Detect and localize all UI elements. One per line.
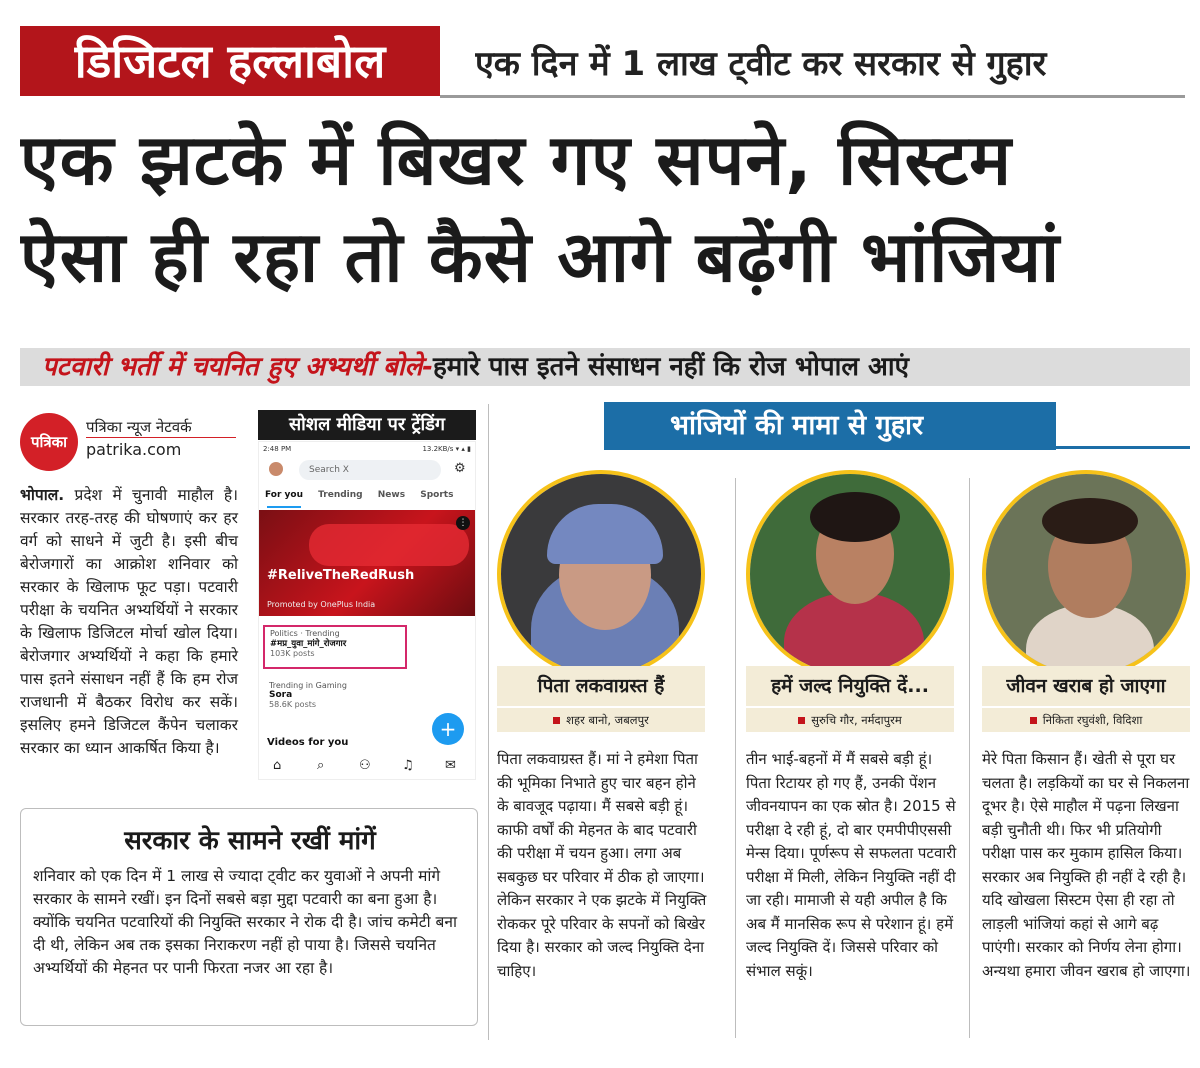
deck-red-part: पटवारी भर्ती में चयनित हुए अभ्यर्थी बोले- <box>42 352 433 382</box>
portrait-photo <box>497 470 705 678</box>
left-story-body <box>20 484 238 760</box>
tab-news[interactable]: News <box>377 490 406 500</box>
gear-icon[interactable]: ⚙ <box>454 461 466 476</box>
divider <box>86 437 236 438</box>
bullet-square-icon <box>553 717 560 724</box>
person-name: सुरुचि गौर, नर्मदापुरम <box>811 713 902 727</box>
promo-hashtag: #ReliveTheRedRush <box>267 568 415 583</box>
kicker-subheading: एक दिन में 1 लाख ट्वीट कर सरकार से गुहार <box>475 44 1047 84</box>
search-input[interactable]: Search X <box>299 460 441 480</box>
divider <box>440 95 1185 98</box>
trend-hashtag: #मप्र_युवा_मांगे_रोजगार <box>270 639 347 649</box>
promoted-banner[interactable] <box>259 510 476 616</box>
portrait-photo <box>982 470 1190 678</box>
tab-sports[interactable]: Sports <box>420 490 454 500</box>
demands-title: सरकार के सामने रखीं मांगें <box>124 826 376 856</box>
card-byline <box>982 708 1190 732</box>
highlighted-trend[interactable] <box>263 625 407 669</box>
trend-category: Politics · Trending <box>270 629 340 638</box>
previous-page-strip <box>0 0 1200 10</box>
videos-heading: Videos for you <box>267 737 349 748</box>
promo-sponsor: Promoted by OnePlus India <box>267 600 376 609</box>
twitter-screenshot <box>258 441 476 780</box>
card-quote: जीवन खराब हो जाएगा <box>982 666 1190 706</box>
column-divider <box>969 478 970 1038</box>
deck-black-part: हमारे पास इतने संसाधन नहीं कि रोज भोपाल आएं <box>433 352 909 382</box>
card-text: पिता लकवाग्रस्त हैं। मां ने हमेशा पिता की भूमिका निभाते हुए चार बहन होने के बावजूद पढ़ाया। मैं सबसे बड़ी हूं। काफी वर्षों की मेहनत के बाद पटवारी की परीक्षा में चयन हुआ। लगा अब सबकुछ घर परिवार में ठीक हो जाएगा। लेकिन सरकार ने एक झटके में नियुक्ति रोककर पूरे परिवार के सपनों को बिखेर दिया है। सरकार को जल्द नियुक्ति देना चाहिए। <box>497 750 707 980</box>
deck-subheadline <box>20 348 1190 386</box>
network-name: पत्रिका न्यूज नेटवर्क <box>86 418 192 436</box>
status-indicators: 13.2KB/s ▾ ▴ ▮ <box>422 445 471 453</box>
avatar[interactable] <box>269 462 283 476</box>
tab-for-you[interactable]: For you <box>265 490 303 500</box>
bullet-square-icon <box>1030 717 1037 724</box>
person-name: निकिता रघुवंशी, विदिशा <box>1042 713 1143 727</box>
tab-trending[interactable]: Trending <box>318 490 363 500</box>
column-divider <box>488 404 489 1040</box>
active-tab-indicator <box>267 506 301 508</box>
card-text: मेरे पिता किसान हैं। खेती से पूरा घर चलता है। लड़कियों का घर से निकलना दूभर है। ऐसे माहौल में पढ़ना लिखना बड़ी चुनौती थी। फिर भी प्रतियोगी परीक्षा पास कर मुकाम हासिल किया। सरकार अब नियुक्ति ही नहीं दे रही है। यदि खोखला सिस्टम ऐसा ही रहा तो लाड़ली भांजियां कहां से आगे बढ़ पाएंगी। सरकार को निर्णय लेना होगा। अन्यथा हमारा जीवन खराब हो जाएगा। <box>982 750 1191 980</box>
demands-text: शनिवार को एक दिन में 1 लाख से ज्यादा ट्वीट कर युवाओं ने अपनी मांगे सरकार के सामने रखीं। इन दिनों सबसे बड़ा मुद्दा पटवारी का बना हुआ है। क्योंकि चयनित पटवारियों की नियुक्ति सरकार ने रोक दी है। जांच कमेटी बना दी थी, लेकिन अब तक इसका निराकरण नहीं हो पाया है। जिससे चयनित अभ्यर्थियों की मेहनत पर पानी फिरता नजर आ रहा है। <box>33 867 458 977</box>
dateline: भोपाल. <box>20 486 65 504</box>
column-divider <box>735 478 736 1038</box>
more-icon[interactable]: ⋮ <box>456 516 470 530</box>
banner-graphic <box>309 524 469 566</box>
section-heading: भांजियों की मामा से गुहार <box>604 402 1056 450</box>
messages-icon[interactable]: ✉ <box>445 758 456 773</box>
trend-category: Trending in Gaming <box>269 681 347 690</box>
card-text: तीन भाई-बहनों में मैं सबसे बड़ी हूं। पिता रिटायर हो गए हैं, उनकी पेंशन जीवनयापन का एक स्रोत है। 2015 से परीक्षा दे रही हूं, दो बार एमपीपीएससी मेन्स दिया। पूर्णरूप से सफलता पटवारी परीक्षा में मिली, लेकिन नियुक्ति नहीं दी जा रही। मामाजी से यही अपील है कि अब मैं मानसिक रूप से परेशान हूं। हमें जल्द नियुक्ति दें। जिससे परिवार को संभाल सकूं। <box>746 750 957 980</box>
gaming-trend[interactable] <box>269 681 347 709</box>
trend-post-count: 103K posts <box>270 649 315 658</box>
patrika-logo: पत्रिका <box>20 413 78 471</box>
trend-post-count: 58.6K posts <box>269 700 317 709</box>
card-byline <box>497 708 705 732</box>
card-byline <box>746 708 954 732</box>
card-quote: हमें जल्द नियुक्ति दें... <box>746 666 954 706</box>
notifications-icon[interactable]: ♫ <box>402 758 414 773</box>
search-icon[interactable]: ⌕ <box>317 758 325 773</box>
headline-line-2: ऐसा ही रहा तो कैसे आगे बढ़ेंगी भांजियां <box>20 216 1061 298</box>
network-url: patrika.com <box>86 440 182 459</box>
compose-button[interactable]: + <box>432 713 464 745</box>
person-name: शहर बानो, जबलपुर <box>566 713 649 727</box>
communities-icon[interactable]: ⚇ <box>359 758 371 773</box>
home-icon[interactable]: ⌂ <box>273 758 282 773</box>
status-time: 2:48 PM <box>263 445 292 453</box>
main-headline <box>20 112 1185 306</box>
bullet-square-icon <box>798 717 805 724</box>
bottom-nav <box>259 756 476 778</box>
headline-line-1: एक झटके में बिखर गए सपने, सिस्टम <box>20 119 1012 201</box>
card-quote: पिता लकवाग्रस्त हैं <box>497 666 705 706</box>
divider <box>1056 446 1190 449</box>
left-story-text: प्रदेश में चुनावी माहौल है। सरकार तरह-तरह की घोषणाएं कर हर वर्ग को साधने में जुटी है। इसी बीच बेरोजगारों का आक्रोश शनिवार को सरकार के खिलाफ फूट पड़ा। पटवारी परीक्षा के चयनित अभ्यर्थियों ने सरकार के खिलाफ डिजिटल मोर्चा खोल दिया। बेरोजगार अभ्यर्थियों ने कहा कि हमारे पास इतने संसाधन नहीं हैं कि हम रोज राजधानी में बैठकर विरोध कर सकें। इसलिए हमने डिजिटल कैंपेन चलाकर सरकार का ध्यान आकर्षित किया है। <box>20 486 238 757</box>
section-kicker: डिजिटल हल्लाबोल <box>20 26 440 96</box>
demands-box <box>20 808 478 1026</box>
social-panel-title: सोशल मीडिया पर ट्रेंडिंग <box>258 410 476 440</box>
portrait-photo <box>746 470 954 678</box>
trend-name: Sora <box>269 690 293 700</box>
